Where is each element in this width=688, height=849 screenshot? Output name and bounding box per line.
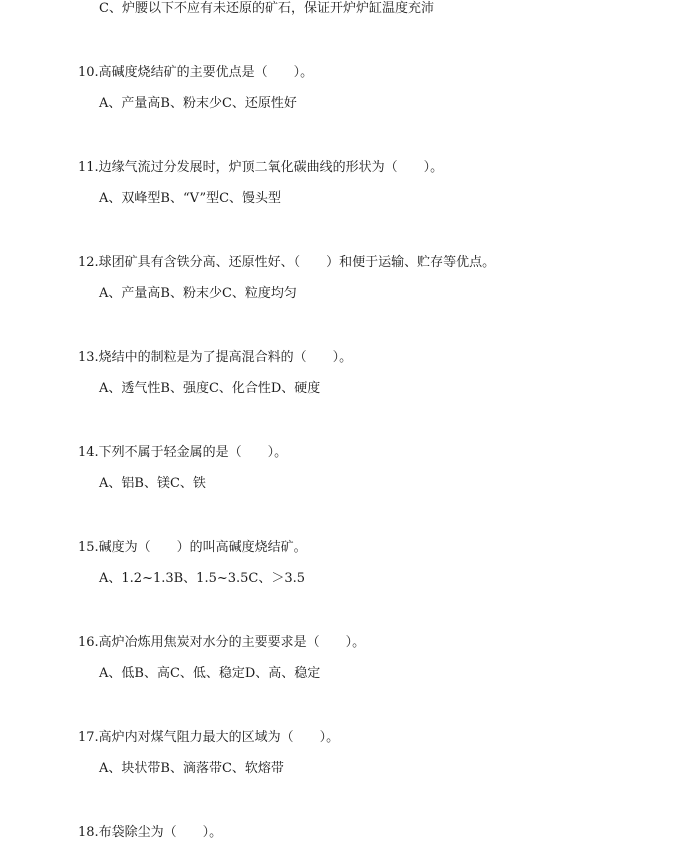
question-13: 13.烧结中的制粒是为了提高混合料的（ ）。 [78, 350, 353, 365]
question-16: 16.高炉冶炼用焦炭对水分的主要要求是（ ）。 [78, 635, 366, 650]
options-16: A、低B、高C、低、稳定D、高、稳定 [99, 666, 321, 681]
question-14: 14.下列不属于轻金属的是（ ）。 [78, 445, 288, 460]
question-18: 18.布袋除尘为（ ）。 [78, 825, 223, 840]
options-14: A、铝B、镁C、铁 [99, 476, 206, 491]
question-11: 11.边缘气流过分发展时，炉顶二氧化碳曲线的形状为（ ）。 [78, 160, 444, 175]
question-12: 12.球团矿具有含铁分高、还原性好、（ ）和便于运输、贮存等优点。 [78, 255, 496, 270]
options-15: A、1.2~1.3B、1.5~3.5C、＞3.5 [99, 571, 306, 586]
options-11: A、双峰型B、“V”型C、馒头型 [99, 191, 282, 206]
options-10: A、产量高B、粉末少C、还原性好 [99, 96, 297, 111]
question-17: 17.高炉内对煤气阻力最大的区域为（ ）。 [78, 730, 340, 745]
options-12: A、产量高B、粉末少C、粒度均匀 [99, 286, 297, 301]
options-13: A、透气性B、强度C、化合性D、硬度 [99, 381, 321, 396]
option-line: C、炉腰以下不应有未还原的矿石，保证开炉炉缸温度充沛 [99, 1, 434, 16]
question-15: 15.碱度为（ ）的叫高碱度烧结矿。 [78, 540, 307, 555]
options-17: A、块状带B、滴落带C、软熔带 [99, 761, 284, 776]
question-10: 10.高碱度烧结矿的主要优点是（ ）。 [78, 65, 314, 80]
